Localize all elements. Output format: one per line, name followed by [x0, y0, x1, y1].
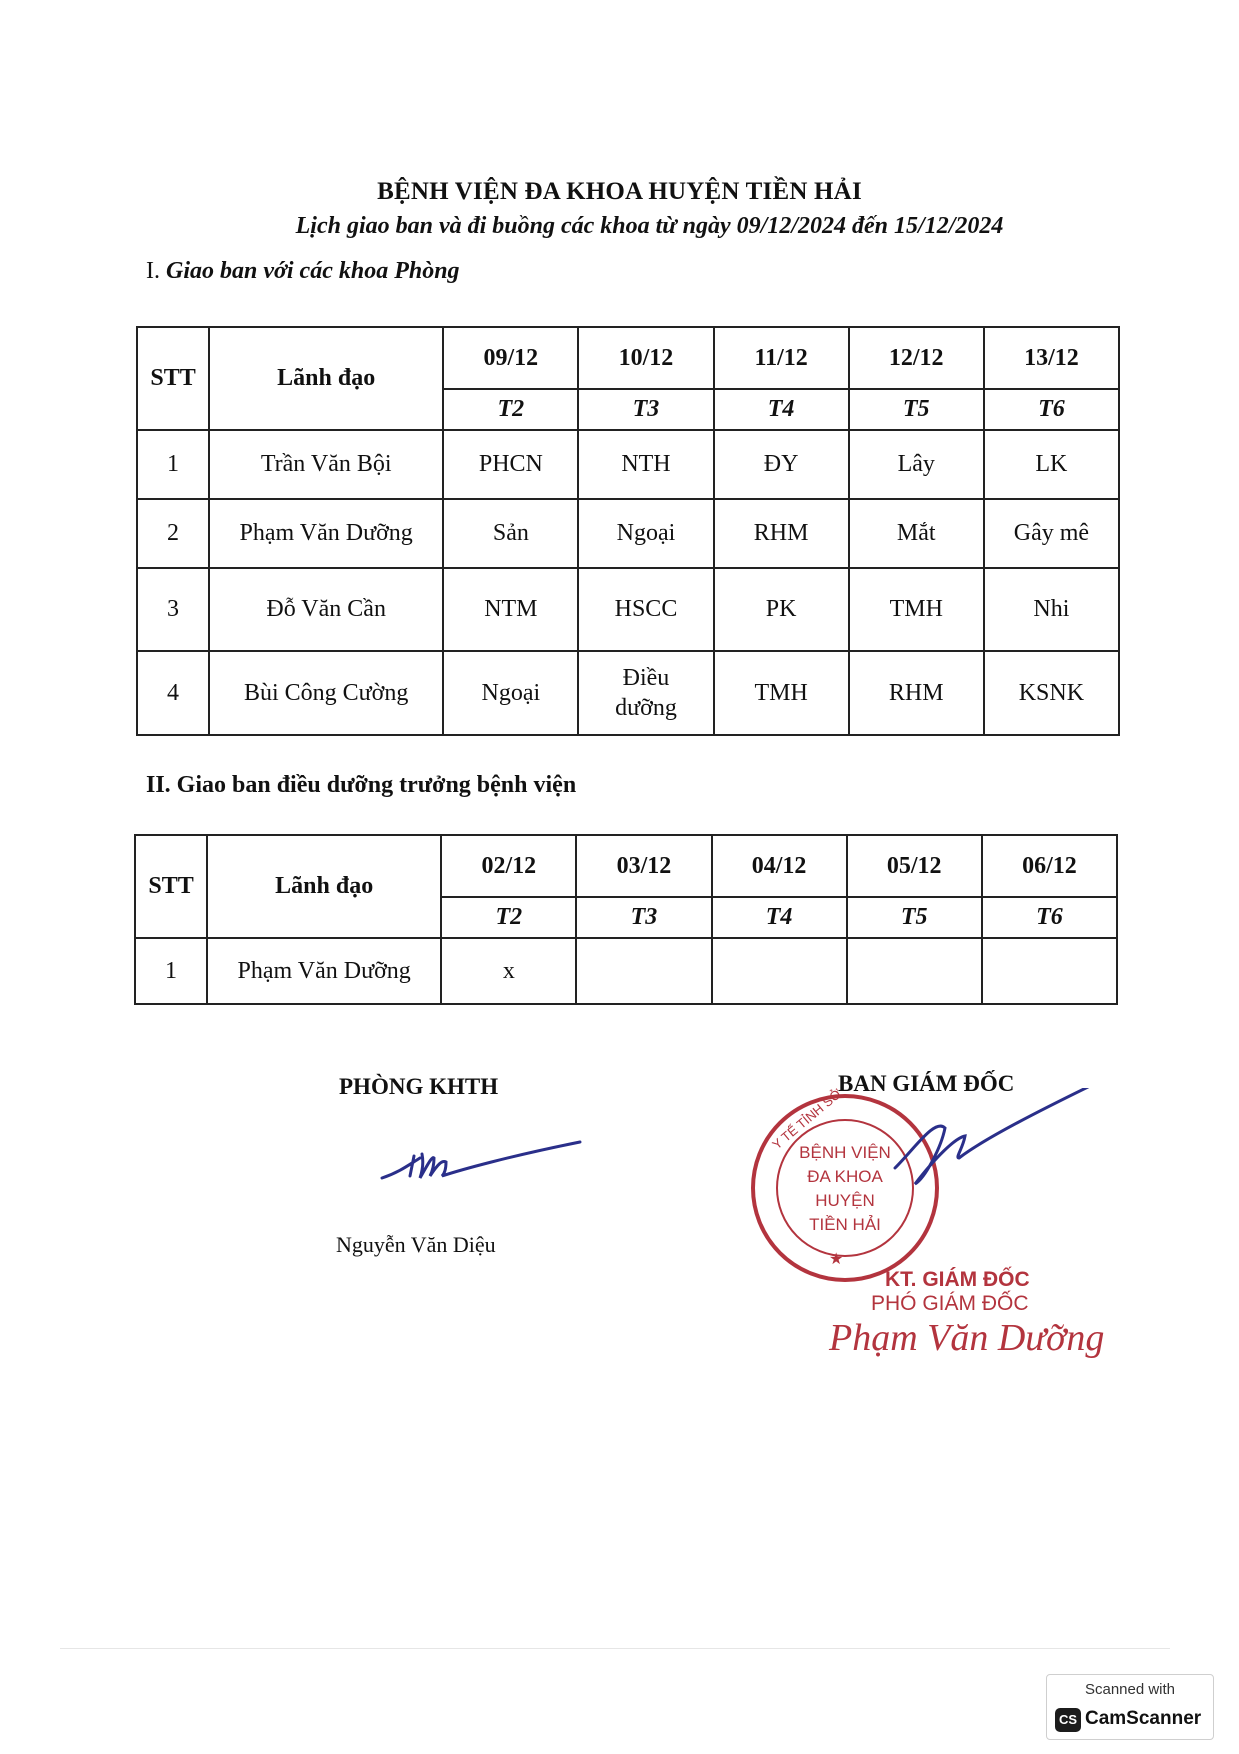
header-date: 13/12: [984, 327, 1119, 389]
stamp-line: BỆNH VIỆN: [799, 1143, 891, 1162]
header-date: 12/12: [849, 327, 984, 389]
camscanner-badge: [1046, 1674, 1214, 1740]
row-cell: TMH: [849, 568, 984, 651]
camscanner-caption: Scanned with: [1084, 1681, 1176, 1698]
row-cell: KSNK: [984, 651, 1119, 735]
row-cell: NTH: [578, 430, 713, 499]
header-date: 10/12: [578, 327, 713, 389]
row-cell: ĐY: [714, 430, 849, 499]
table-row: [137, 651, 1119, 735]
header-weekday: T2: [441, 897, 576, 938]
row-stt: 3: [137, 568, 209, 651]
row-cell: HSCC: [578, 568, 713, 651]
stamp-line: ĐA KHOA: [807, 1167, 883, 1186]
table-row: [135, 938, 1117, 1004]
row-stt: 1: [137, 430, 209, 499]
row-leader: Phạm Văn Dưỡng: [209, 499, 443, 568]
row-cell: RHM: [849, 651, 984, 735]
camscanner-logo-icon: CS: [1055, 1708, 1081, 1732]
row-cell: [578, 651, 713, 735]
section2-table: [134, 834, 1118, 1005]
section1-table: [136, 326, 1120, 736]
row-stt: 4: [137, 651, 209, 735]
header-date: 11/12: [714, 327, 849, 389]
hospital-stamp: [745, 1088, 1125, 1368]
row-cell: [982, 938, 1117, 1004]
stamp-line: TIỀN HẢI: [809, 1215, 881, 1234]
header-date: 03/12: [576, 835, 711, 897]
header-weekday: T6: [982, 897, 1117, 938]
header-weekday: T2: [443, 389, 578, 430]
row-cell: Ngoại: [443, 651, 578, 735]
row-cell: Ngoại: [578, 499, 713, 568]
row-cell: PHCN: [443, 430, 578, 499]
row-leader: Trần Văn Bội: [209, 430, 443, 499]
row-cell: RHM: [714, 499, 849, 568]
header-date: 02/12: [441, 835, 576, 897]
row-cell: [847, 938, 982, 1004]
camscanner-name: CamScanner: [1085, 1708, 1202, 1729]
header-weekday: T5: [849, 389, 984, 430]
header-date: 04/12: [712, 835, 847, 897]
row-cell: LK: [984, 430, 1119, 499]
row-cell: [712, 938, 847, 1004]
khth-label: PHÒNG KHTH: [339, 1074, 499, 1099]
section1-title: Giao ban với các khoa Phòng: [166, 258, 460, 284]
row-cell: Nhi: [984, 568, 1119, 651]
board-label: BAN GIÁM ĐỐC: [838, 1071, 1015, 1096]
header-stt: STT: [135, 835, 207, 938]
header-leader: Lãnh đạo: [207, 835, 441, 938]
header-weekday: T5: [847, 897, 982, 938]
table-row: [137, 568, 1119, 651]
khth-signature: [370, 1120, 600, 1190]
hospital-title: BỆNH VIỆN ĐA KHOA HUYỆN TIỀN HẢI: [377, 178, 862, 205]
header-date: 06/12: [982, 835, 1117, 897]
stamp-line: HUYỆN: [815, 1191, 875, 1210]
row-cell: Mắt: [849, 499, 984, 568]
header-date: 09/12: [443, 327, 578, 389]
row-cell: x: [441, 938, 576, 1004]
stamp-title2: PHÓ GIÁM ĐỐC: [871, 1292, 1029, 1315]
section1-heading: [146, 258, 460, 285]
stamp-ring-text: Y TẾ TỈNH SỞ: [769, 1088, 845, 1153]
table-row: [137, 499, 1119, 568]
row-cell: PK: [714, 568, 849, 651]
khth-signer-name: Nguyễn Văn Diệu: [336, 1232, 496, 1257]
row-stt: 1: [135, 938, 207, 1004]
row-cell: Sản: [443, 499, 578, 568]
row-cell-text: Điều dưỡng: [615, 665, 677, 721]
row-stt: 2: [137, 499, 209, 568]
header-weekday: T4: [712, 897, 847, 938]
header-date: 05/12: [847, 835, 982, 897]
row-cell: [576, 938, 711, 1004]
header-weekday: T3: [576, 897, 711, 938]
row-cell: TMH: [714, 651, 849, 735]
row-cell: NTM: [443, 568, 578, 651]
header-weekday: T6: [984, 389, 1119, 430]
stamp-title1: KT. GIÁM ĐỐC: [885, 1268, 1030, 1291]
section1-number: I.: [146, 258, 160, 284]
row-cell: Gây mê: [984, 499, 1119, 568]
header-stt: STT: [137, 327, 209, 430]
row-leader: Phạm Văn Dưỡng: [207, 938, 441, 1004]
schedule-subtitle: Lịch giao ban và đi buồng các khoa từ ngày 09/12/2024 đến 15/12/2024: [295, 213, 1004, 239]
header-weekday: T3: [578, 389, 713, 430]
board-signature: [895, 1088, 1090, 1184]
bottom-rule: [60, 1648, 1170, 1649]
svg-text:★: ★: [829, 1251, 844, 1268]
header-leader: Lãnh đạo: [209, 327, 443, 430]
row-leader: Đỗ Văn Cần: [209, 568, 443, 651]
stamp-signer: Phạm Văn Dưỡng: [829, 1317, 1105, 1359]
row-cell: Lây: [849, 430, 984, 499]
header-weekday: T4: [714, 389, 849, 430]
row-leader: Bùi Công Cường: [209, 651, 443, 735]
table-row: [137, 430, 1119, 499]
section2-heading: II. Giao ban điều dưỡng trưởng bệnh viện: [146, 772, 577, 798]
